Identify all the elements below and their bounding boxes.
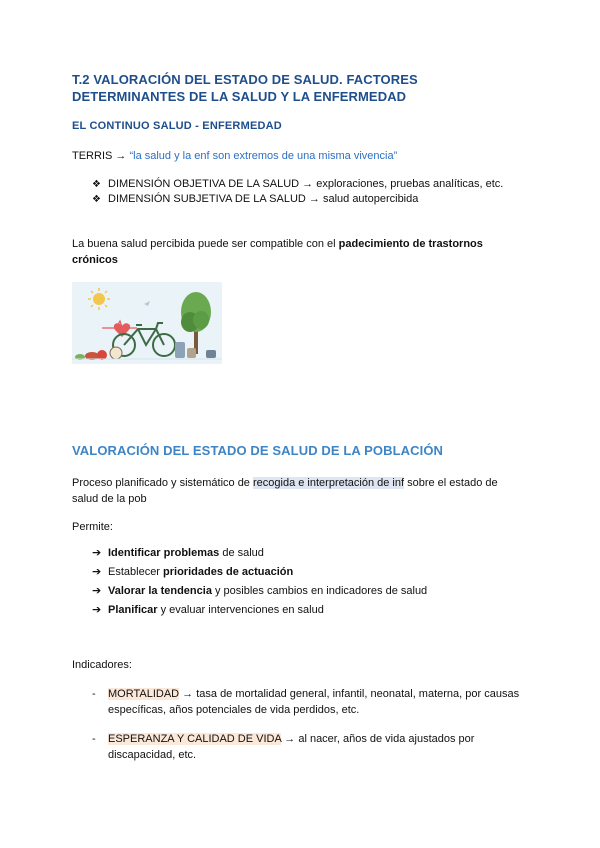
terris-label: TERRIS → (72, 150, 127, 162)
box-icon (187, 348, 196, 358)
weight-icon (175, 342, 185, 358)
terris-line (72, 148, 397, 164)
indicador-mortalidad (92, 686, 538, 718)
dash-bullet: - (92, 688, 96, 700)
arrow-bullet-icon: ➔ (92, 547, 102, 559)
process-paragraph (72, 475, 512, 507)
list-item (92, 192, 503, 207)
dash-bullet: - (92, 733, 96, 745)
section-heading-valoracion: VALORACIÓN DEL ESTADO DE SALUD DE LA POBLACIÓN (72, 443, 444, 458)
dimension-list (92, 177, 503, 207)
perceived-health-paragraph (72, 236, 512, 268)
indicador-desc: → tasa de mortalidad general, infantil, neonatal, materna, por causas específicas, años potenciales de vida perdidos, etc. (108, 688, 520, 716)
arrow-bullet-icon: ➔ (92, 604, 102, 616)
dumbbell-icon (206, 350, 216, 358)
indicadores-label: Indicadores: (72, 659, 132, 671)
indicador-esperanza (92, 731, 538, 763)
terris-quote: “la salud y la enf son extremos de una misma vivencia” (129, 150, 398, 162)
list-item: ➔ Establecer prioridades de actuación (92, 565, 294, 578)
permite-list (92, 543, 427, 619)
health-illustration (72, 282, 222, 364)
process-post: sobre el estado de salud de la pob (72, 477, 498, 505)
diamond-bullet-icon: ❖ (92, 194, 101, 205)
dimension-subjective: DIMENSIÓN SUBJETIVA DE LA SALUD → salud autopercibida (108, 193, 419, 205)
section-heading-continuo: EL CONTINUO SALUD - ENFERMEDAD (72, 120, 282, 132)
list-item: ➔ Identificar problemas de salud (92, 546, 264, 559)
process-highlight: recogida e interpretación de inf (253, 477, 405, 489)
perceived-bold: padecimiento de trastornos crónicos (72, 238, 483, 266)
permite-label: Permite: (72, 521, 113, 533)
process-pre: Proceso planificado y sistemático de (72, 477, 250, 489)
list-item: ➔ Planificar y evaluar intervenciones en salud (92, 603, 324, 616)
perceived-text: La buena salud percibida puede ser compatible con el (72, 238, 336, 250)
indicador-desc: → al nacer, años de vida ajustados por discapacidad, etc. (108, 733, 475, 761)
list-item (92, 177, 503, 192)
page-title: T.2 VALORACIÓN DEL ESTADO DE SALUD. FACTORES DETERMINANTES DE LA SALUD Y LA ENFERMEDAD (72, 72, 418, 104)
arrow-bullet-icon: ➔ (92, 566, 102, 578)
indicador-term: ESPERANZA Y CALIDAD DE VIDA (108, 733, 282, 745)
arrow-bullet-icon: ➔ (92, 585, 102, 597)
list-item: ➔ Valorar la tendencia y posibles cambios en indicadores de salud (92, 584, 428, 597)
dimension-objective: DIMENSIÓN OBJETIVA DE LA SALUD → exploraciones, pruebas analíticas, etc. (108, 178, 504, 190)
clock-icon (110, 347, 122, 359)
indicador-term: MORTALIDAD (108, 688, 180, 700)
diamond-bullet-icon: ❖ (92, 179, 101, 190)
